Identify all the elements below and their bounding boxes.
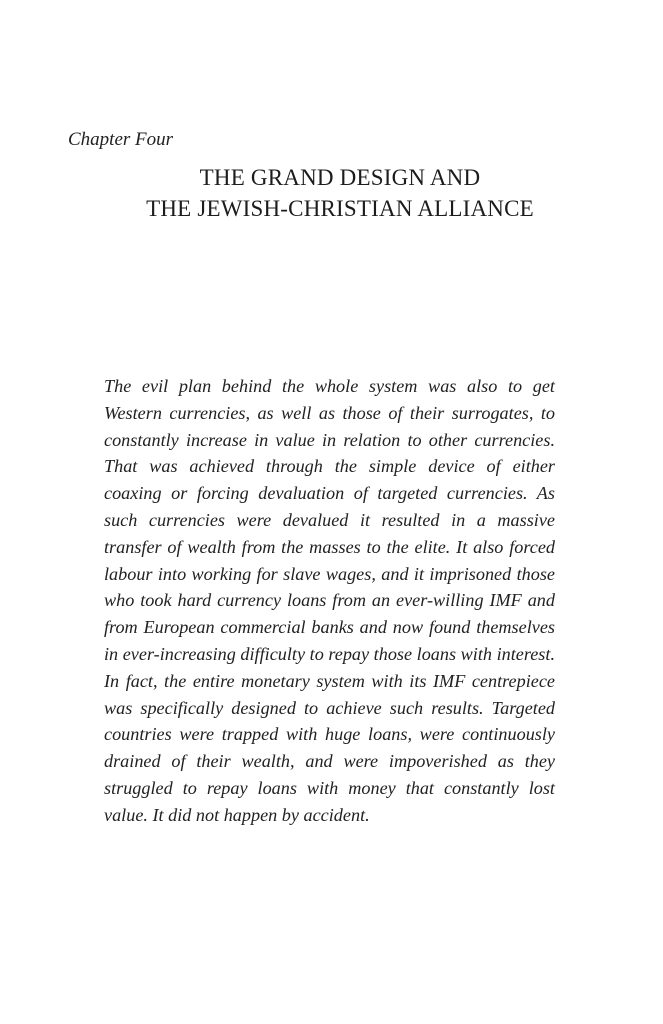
chapter-title	[60, 162, 620, 224]
body-paragraph: The evil plan behind the whole system was also to get Western currencies, as well as those of their surrogates, to constantly increase in value in relation to other currencies. That was achieved through the simple device of either coaxing or forcing devaluation of targeted currencies. As such currencies were devalued it resulted in a massive transfer of wealth from the masses to the elite. It also forced labour into working for slave wages, and it imprisoned those who took hard currency loans from an ever-willing IMF and from European commercial banks and now found themselves in ever-increasing difficulty to repay those loans with interest. In fact, the entire monetary system with its IMF centrepiece was specifically designed to achieve such results. Targeted countries were trapped with huge loans, were continuously drained of their wealth, and were impoverished as they struggled to repay loans with money that constantly lost value. It did not happen by accident.	[104, 376, 555, 825]
chapter-title-line-1: THE GRAND DESIGN AND	[199, 165, 481, 190]
chapter-title-line-2: THE JEWISH-CHRISTIAN ALLIANCE	[146, 196, 534, 221]
chapter-label: Chapter Four	[68, 129, 174, 150]
